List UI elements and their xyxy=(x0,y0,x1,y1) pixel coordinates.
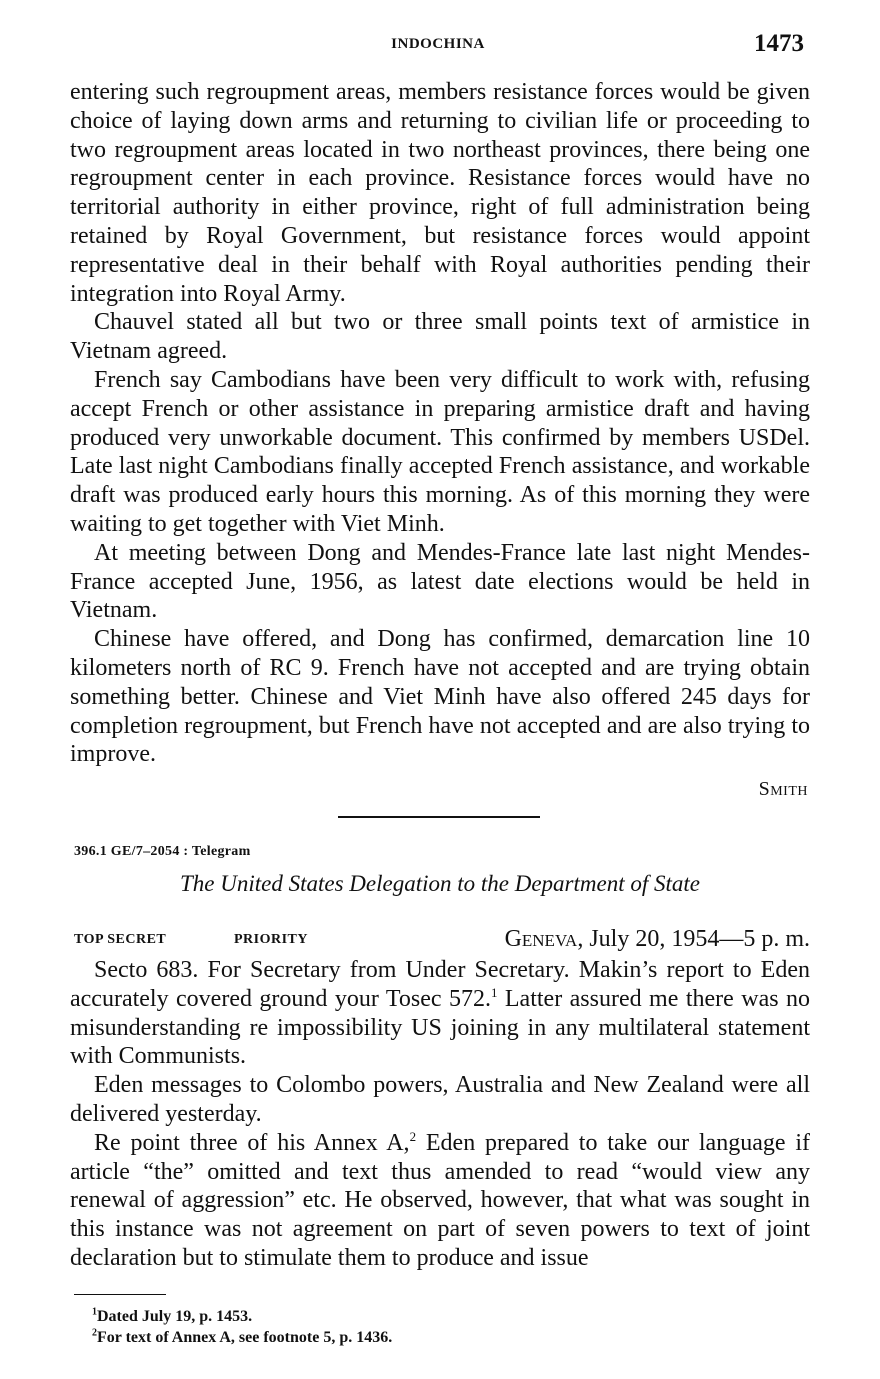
paragraph xyxy=(70,1129,810,1273)
paragraph-text: Secto 683. For Secretary from Under Secretary. Makin’s report to Eden accurately covered ground your Tosec 572. xyxy=(70,957,810,1012)
page-number: 1473 xyxy=(754,30,804,57)
footnote-ref: 2 xyxy=(409,1128,417,1144)
footnote-ref: 1 xyxy=(490,984,498,1000)
dateline-date: , July 20, 1954—5 p. m. xyxy=(577,926,810,952)
footnote-mark: 1 xyxy=(92,1306,97,1318)
dateline xyxy=(505,926,810,953)
paragraph-text: Eden prepared to take our language if article “the” omitted and text thus amended to read “would view any renewal of aggression” etc. He observed, however, that what was sought in this instance was not agreement on part of seven powers to text of joint declaration but to stimulate them to produce and issue xyxy=(70,1129,810,1271)
paragraph: entering such regroupment areas, members resistance forces would be given choice of laying down arms and returning to civilian life or proceeding to two regroupment areas located in two northeast provinces, there being one regroupment center in each province. Resistance forces would have no territorial authority in either province, right of full administration being retained by Royal Government, but resistance forces would appoint representative deal in their behalf with Royal authorities pending their integration into Royal Army. xyxy=(70,79,810,307)
footnote-text: Dated July 19, p. 1453. xyxy=(97,1308,253,1325)
paragraph: Eden messages to Colombo powers, Australia and New Zealand were all delivered yesterday. xyxy=(70,1072,810,1127)
classification-label: TOP SECRET xyxy=(74,932,167,947)
footnote xyxy=(92,1306,392,1327)
footnote xyxy=(92,1327,392,1348)
paragraph: Chauvel stated all but two or three small points text of armistice in Vietnam agreed. xyxy=(70,309,810,365)
dateline-place: Geneva xyxy=(504,926,578,952)
running-title: INDOCHINA xyxy=(391,36,485,52)
continued-telegram-text xyxy=(70,78,810,769)
footnote-rule xyxy=(74,1294,166,1295)
running-head xyxy=(68,30,808,64)
paragraph: Chinese have offered, and Dong has confirmed, demarcation line 10 kilometers north of RC 9. French have not accepted and are trying obtain something better. Chinese and Viet Minh have also offered 245 days for completion regroupment, but French have not accepted and are also trying to improve. xyxy=(70,626,810,768)
paragraph: French say Cambodians have been very difficult to work with, refusing accept French or other assistance in preparing armistice draft and having produced very unworkable document. This confirmed by members USDel. Late last night Cambodians finally accepted French assistance, and workable draft was produced early hours this morning. As of this morning they were waiting to get together with Viet Minh. xyxy=(70,366,810,537)
paragraph-text: Re point three of his Annex A, xyxy=(94,1129,410,1156)
classification-line xyxy=(74,926,810,956)
paragraph: At meeting between Dong and Mendes-France late last night Mendes-France accepted June, 1956, as latest date elections would be held in Vietnam. xyxy=(70,539,810,624)
section-divider xyxy=(338,816,540,818)
file-reference: 396.1 GE/7–2054 : Telegram xyxy=(74,844,251,859)
signature: Smith xyxy=(758,778,808,800)
document-title: The United States Delegation to the Department of State xyxy=(180,871,700,896)
telegram-text xyxy=(70,956,810,1273)
footnote-text: For text of Annex A, see footnote 5, p. 1436. xyxy=(97,1329,393,1346)
paragraph-text: Latter assured me there was no misunderstanding re impossibility US joining in any multilateral statement with Communists. xyxy=(70,985,810,1070)
footnotes xyxy=(92,1306,392,1348)
precedence-label: PRIORITY xyxy=(234,932,309,947)
footnote-mark: 2 xyxy=(92,1327,97,1339)
paragraph xyxy=(70,956,810,1071)
